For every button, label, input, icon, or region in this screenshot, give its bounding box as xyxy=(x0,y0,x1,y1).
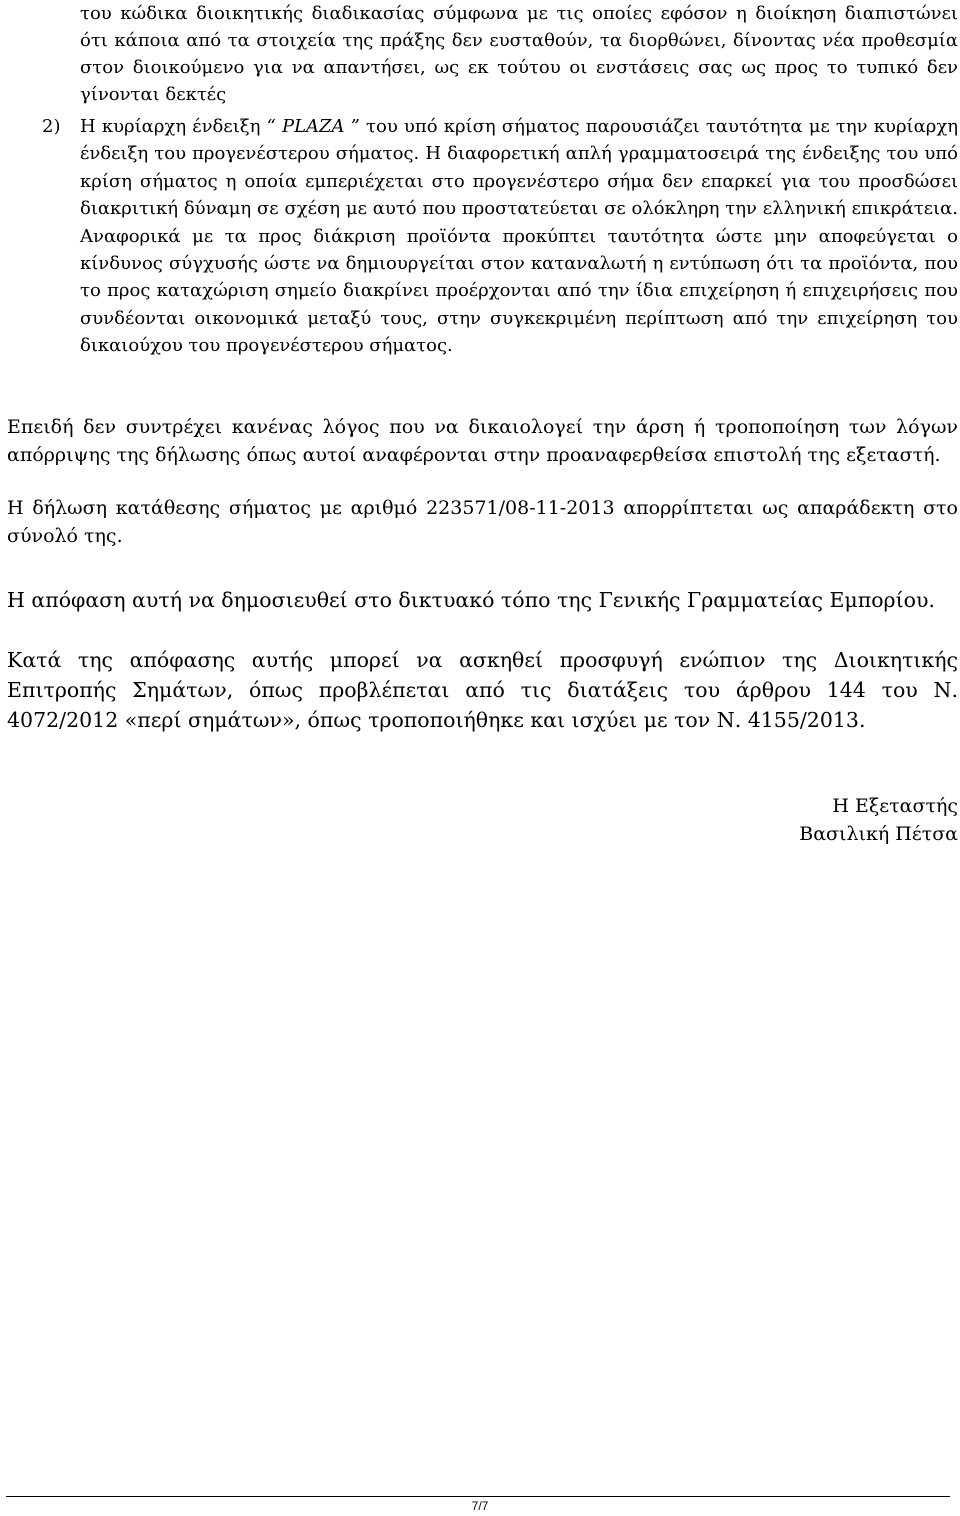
publication-paragraph: Η απόφαση αυτή να δημοσιευθεί στο δικτυακό τόπο της Γενικής Γραμματείας Εμπορίου. xyxy=(7,588,935,612)
trademark-name: “ PLAZA ” xyxy=(266,116,360,137)
reason-paragraph: Επειδή δεν συντρέχει κανένας λόγος που να δικαιολογεί την άρση ή τροποποίηση των λόγων απόρριψης της δήλωσης όπως αυτοί αναφέρονται στην προαναφερθείσα επιστολή της εξεταστή. xyxy=(7,416,958,466)
rejection-paragraph: Η δήλωση κατάθεσης σήματος με αριθμό 223571/08-11-2013 απορρίπτεται ως απαράδεκτη στο σύνολό της. xyxy=(7,497,958,547)
item-text-after-mark: του υπό κρίση σήματος παρουσιάζει ταυτότητα με την κυρίαρχη ένδειξη του προγενέστερου σήματος. Η διαφορετική απλή γραμματοσειρά της ένδειξης του υπό κρίση σήματος η οποία εμπεριέχεται στο προγενέστερο σήμα δεν επαρκεί για του προσδώσει διακριτική δύναμη σε σχέση με αυτό που προστατεύεται σε ολόκληρη την ελληνική επικράτεια. Αναφορικά με τα προς διάκριση προϊόντα προκύπτει ταυτότητα ώστε μην αποφεύγεται ο κίνδυνος σύγχυσής ώστε να δημιουργείται στον καταναλωτή η εντύπωση ότι τα προϊόντα, που το προς καταχώριση σημείο διακρίνει προέρχονται από την ίδια επιχείρηση ή επιχειρήσεις που συνδέονται οικονομικά μεταξύ τους, στην συγκεκριμένη περίπτωση από την επιχείρηση του δικαιούχου του προγενέστερου σήματος. xyxy=(80,116,959,357)
list-item-text xyxy=(80,113,958,360)
signature-name: Βασιλική Πέτσα xyxy=(799,823,958,845)
item-text-before-mark: Η κυρίαρχη ένδειξη xyxy=(80,116,267,137)
page-number: 7/7 xyxy=(471,1499,489,1513)
list-item-number: 2) xyxy=(42,116,61,137)
continuation-paragraph: του κώδικα διοικητικής διαδικασίας σύμφωνα με τις οποίες εφόσον η διοίκηση διαπιστώνει ότι κάποια από τα στοιχεία της πράξης δεν ευσταθούν, τα διορθώνει, δίνοντας νέα προθεσμία στον διοικούμενο για να απαντήσει, ως εκ τούτου οι ενστάσεις σας ως προς το τυπικό δεν γίνονται δεκτές xyxy=(80,3,958,105)
appeal-paragraph: Κατά της απόφασης αυτής μπορεί να ασκηθεί προσφυγή ενώπιον της Διοικητικής Επιτροπής Σημάτων, όπως προβλέπεται από τις διατάξεις του άρθρου 144 του Ν. 4072/2012 «περί σημάτων», όπως τροποποιήθηκε και ισχύει με τον Ν. 4155/2013. xyxy=(7,648,958,732)
signature-block xyxy=(799,792,958,848)
footer-divider xyxy=(6,1496,950,1497)
signature-role: Η Εξεταστής xyxy=(832,795,958,817)
